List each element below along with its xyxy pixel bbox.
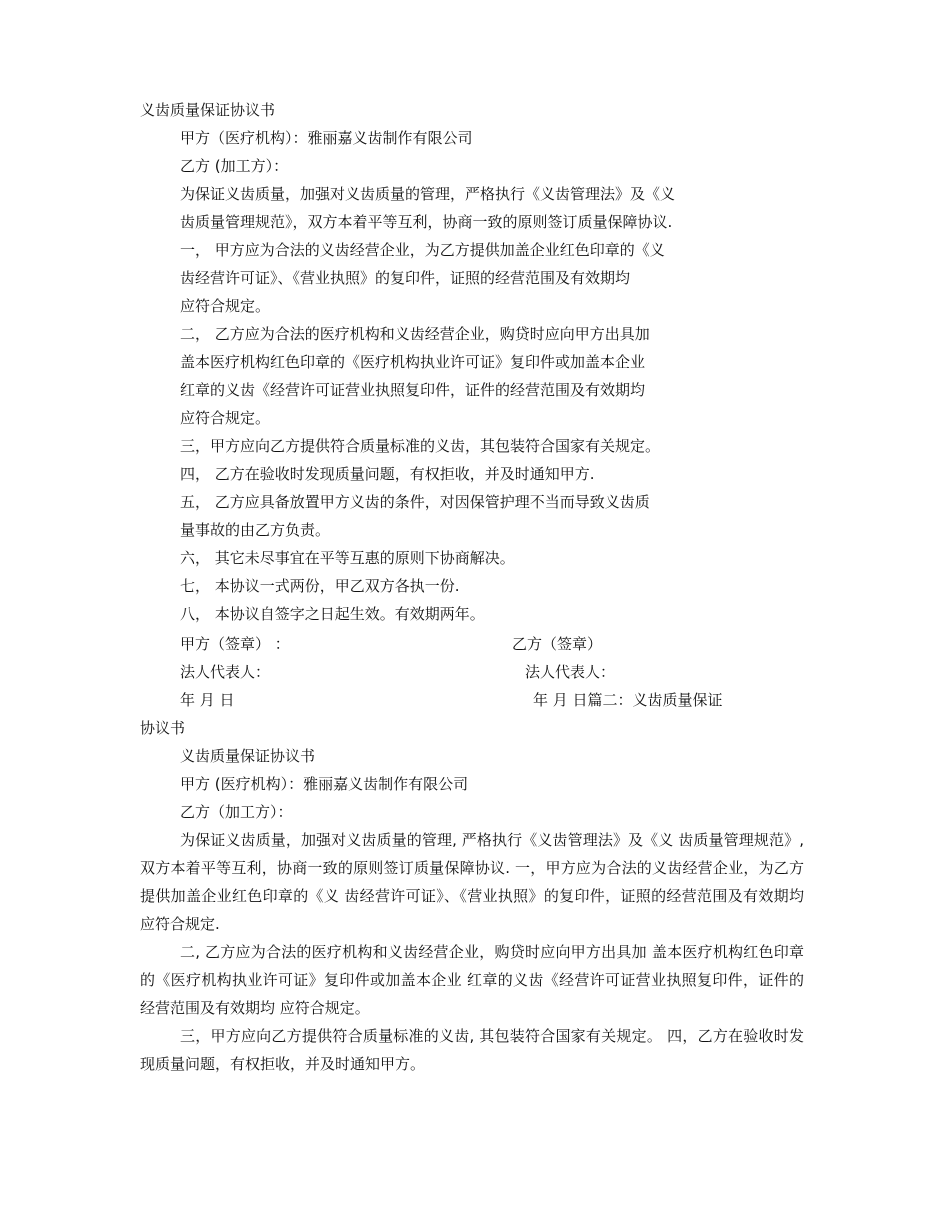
intro-line-2: 齿质量管理规范》，双方本着平等互利，协商一致的原则签订质量保障协议.: [180, 213, 673, 231]
date-party-b: 年 月 日篇二：义齿质量保证: [533, 691, 723, 709]
clause-4: 四， 乙方在验收时发现质量问题，有权拒收，并及时通知甲方.: [180, 465, 595, 483]
signature-party-a: 甲方（签章） ：: [180, 635, 290, 653]
second-party-b-line: 乙方（加工方）：: [180, 803, 293, 821]
party-b-line: 乙方 (加工方）：: [180, 157, 289, 175]
signature-party-b: 乙方（签章）: [512, 635, 603, 653]
clause-5-line-1: 五， 乙方应具备放置甲方义齿的条件，对因保管护理不当而导致义齿质: [180, 493, 650, 511]
second-paragraph-1: 为保证义齿质量，加强对义齿质量的管理, 严格执行《义齿管理法》及《义 齿质量管理规范》, 双方本着平等互利，协商一致的原则签订质量保障协议. 一，甲方应为合法的义齿经营企业，为乙方提供加盖企业红色印章的《义 齿经营许可证》、《营业执照》的复印件，证照的经营范围及有效期均 应符合规定.: [140, 831, 804, 933]
clause-6: 六， 其它未尽事宜在平等互惠的原则下协商解决。: [180, 549, 515, 567]
clause-7: 七， 本协议一式两份，甲乙双方各执一份.: [180, 577, 460, 595]
date-party-b-continuation: 协议书: [140, 719, 186, 737]
clause-3: 三，甲方应向乙方提供符合质量标准的义齿，其包装符合国家有关规定。: [180, 437, 661, 455]
second-party-a-line: 甲方 (医疗机构）：雅丽嘉义齿制作有限公司: [180, 775, 469, 793]
clause-1-line-3: 应符合规定。: [180, 297, 271, 315]
clause-2-line-3: 红章的义齿《经营许可证营业执照复印件，证件的经营范围及有效期均: [180, 381, 646, 399]
clause-2-line-1: 二， 乙方应为合法的医疗机构和义齿经营企业，购贷时应向甲方出具加: [180, 325, 650, 343]
legal-rep-party-a: 法人代表人：: [180, 663, 271, 681]
clause-5-line-2: 量事故的由乙方负责。: [180, 521, 331, 539]
second-document-title: 义齿质量保证协议书: [180, 747, 316, 765]
clause-2-line-4: 应符合规定。: [180, 409, 271, 427]
legal-rep-party-b: 法人代表人：: [525, 663, 616, 681]
date-party-a: 年 月 日: [180, 691, 235, 709]
clause-8: 八， 本协议自签字之日起生效。有效期两年。: [180, 605, 485, 623]
second-paragraph-2: 二, 乙方应为合法的医疗机构和义齿经营企业，购贷时应向甲方出具加 盖本医疗机构红色印章的《医疗机构执业许可证》复印件或加盖本企业 红章的义齿《经营许可证营业执照复印件，证件的经营范围及有效期均 应符合规定。: [140, 943, 804, 1017]
intro-line-1: 为保证义齿质量，加强对义齿质量的管理，严格执行《义齿管理法》及《义: [180, 185, 676, 203]
document-title: 义齿质量保证协议书: [140, 101, 276, 119]
second-paragraph-3: 三，甲方应向乙方提供符合质量标准的义齿, 其包装符合国家有关规定。 四，乙方在验收时发现质量问题，有权拒收，并及时通知甲方。: [140, 1027, 804, 1073]
clause-2-line-2: 盖本医疗机构红色印章的《医疗机构执业许可证》复印件或加盖本企业: [180, 353, 646, 371]
clause-1-line-1: 一， 甲方应为合法的义齿经营企业，为乙方提供加盖企业红色印章的《义: [180, 241, 665, 259]
party-a-line: 甲方（医疗机构）：雅丽嘉义齿制作有限公司: [180, 129, 473, 147]
clause-1-line-2: 齿经营许可证》、《营业执照》的复印件，证照的经营范围及有效期均: [180, 269, 631, 287]
